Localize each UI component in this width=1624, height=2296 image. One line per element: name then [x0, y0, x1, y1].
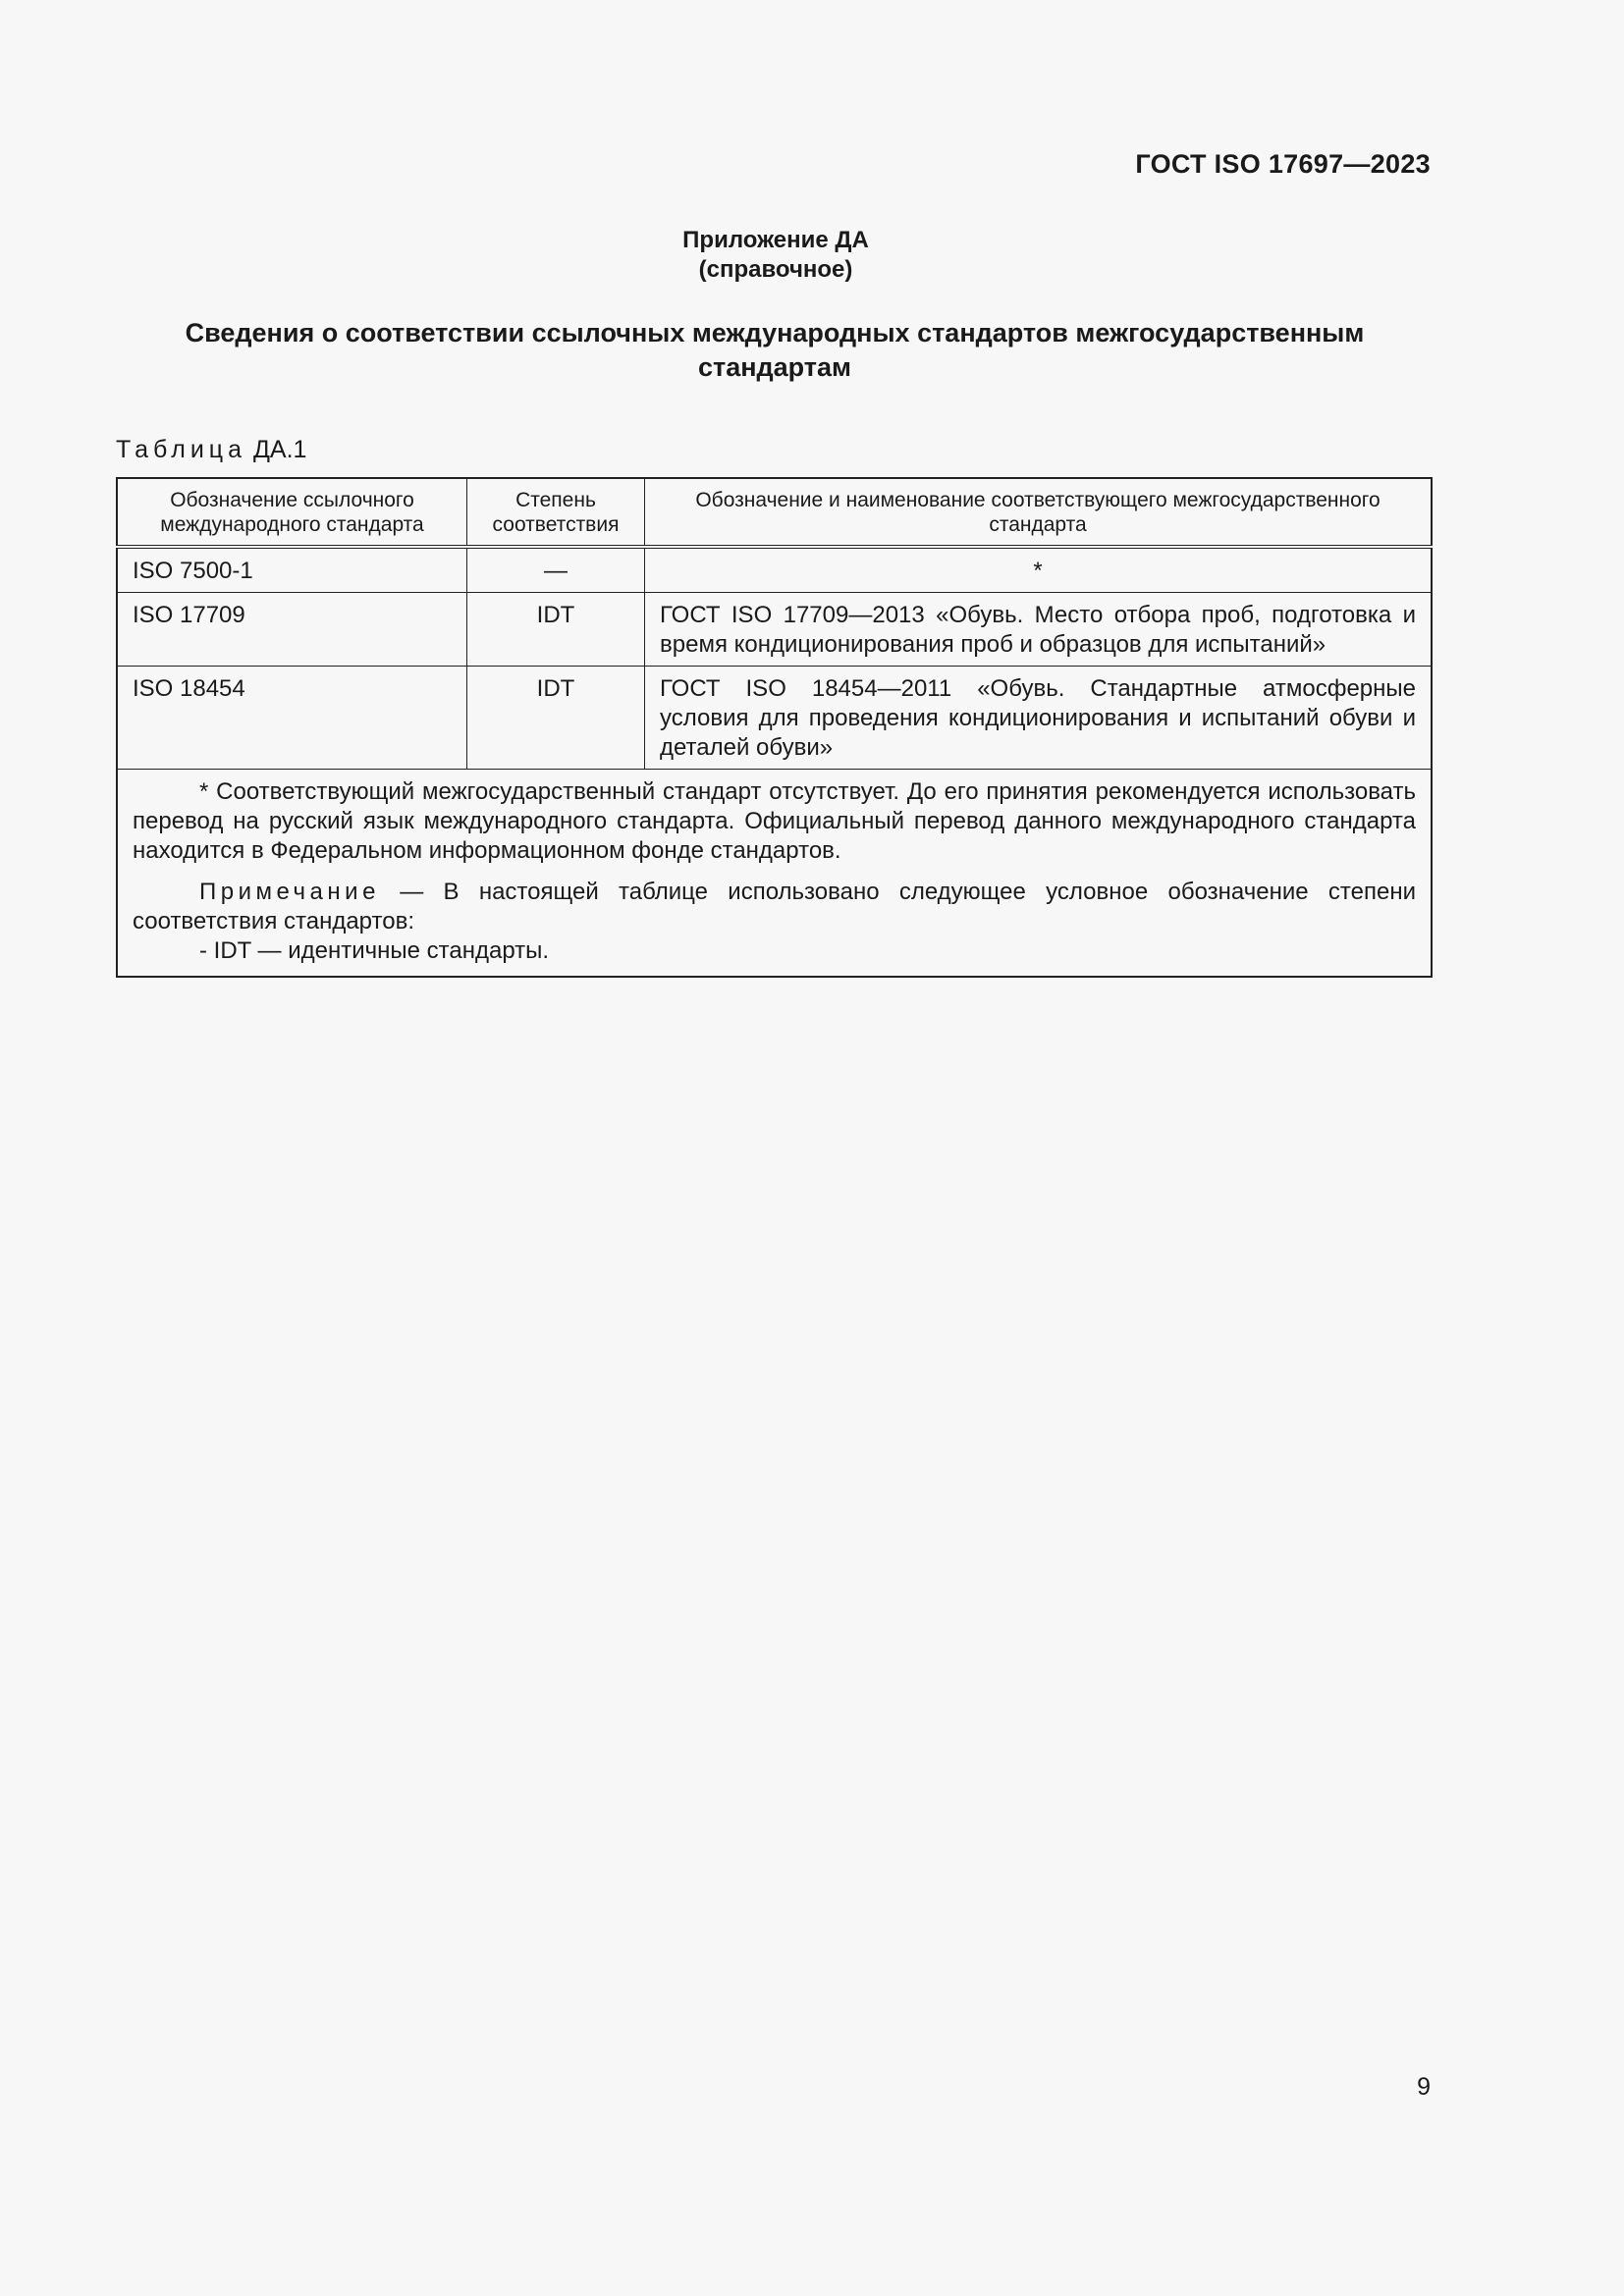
page-number: 9	[1417, 2073, 1431, 2101]
column-header-degree: Степень соответствия	[467, 478, 645, 547]
cell-standard: *	[645, 547, 1433, 593]
table-footnote: * Соответствующий межгосударственный стандарт отсутствует. До его принятия рекомендуется использовать перевод на русский язык международного стандарта. Официальный перевод данного международного стандарта находится в Федеральном информационном фонде стандартов.	[133, 778, 1416, 864]
note-text: — В настоящей таблице использовано следующее условное обозначение степени соответствия стандартов:	[133, 879, 1416, 934]
table-caption-label: Таблица	[116, 436, 247, 463]
cell-degree: —	[467, 547, 645, 593]
table-caption-number: ДА.1	[252, 436, 307, 463]
cell-standard: ГОСТ ISO 18454—2011 «Обувь. Стандартные атмосферные условия для проведения кондиционирования и испытаний обуви и деталей обуви»	[645, 667, 1433, 770]
table-row	[117, 593, 1432, 667]
cell-standard: ГОСТ ISO 17709—2013 «Обувь. Место отбора проб, подготовка и время кондиционирования проб и образцов для испытаний»	[645, 593, 1433, 667]
table-notes-row	[117, 770, 1432, 978]
appendix-subtitle: (справочное)	[698, 256, 853, 283]
document-code: ГОСТ ISO 17697—2023	[1135, 149, 1431, 179]
table-row	[117, 547, 1432, 593]
table-row	[117, 667, 1432, 770]
section-heading: Сведения о соответствии ссылочных международных стандартов межгосударственным стандартам	[185, 318, 1365, 382]
table-header-row	[117, 478, 1432, 547]
note-list-item: - IDT — идентичные стандарты.	[199, 937, 550, 964]
table-notes-cell	[117, 770, 1432, 978]
column-header-reference: Обозначение ссылочного международного стандарта	[117, 478, 467, 547]
cell-reference: ISO 17709	[117, 593, 467, 667]
cell-reference: ISO 7500-1	[117, 547, 467, 593]
column-header-standard: Обозначение и наименование соответствующего межгосударственного стандарта	[645, 478, 1433, 547]
table-note	[133, 878, 1416, 936]
appendix-title: Приложение ДА	[682, 227, 869, 253]
cell-degree: IDT	[467, 593, 645, 667]
note-label: Примечание	[199, 879, 380, 905]
appendix-block	[0, 226, 1551, 285]
table-caption	[116, 436, 306, 464]
correspondence-table	[116, 477, 1433, 978]
cell-reference: ISO 18454	[117, 667, 467, 770]
cell-degree: IDT	[467, 667, 645, 770]
